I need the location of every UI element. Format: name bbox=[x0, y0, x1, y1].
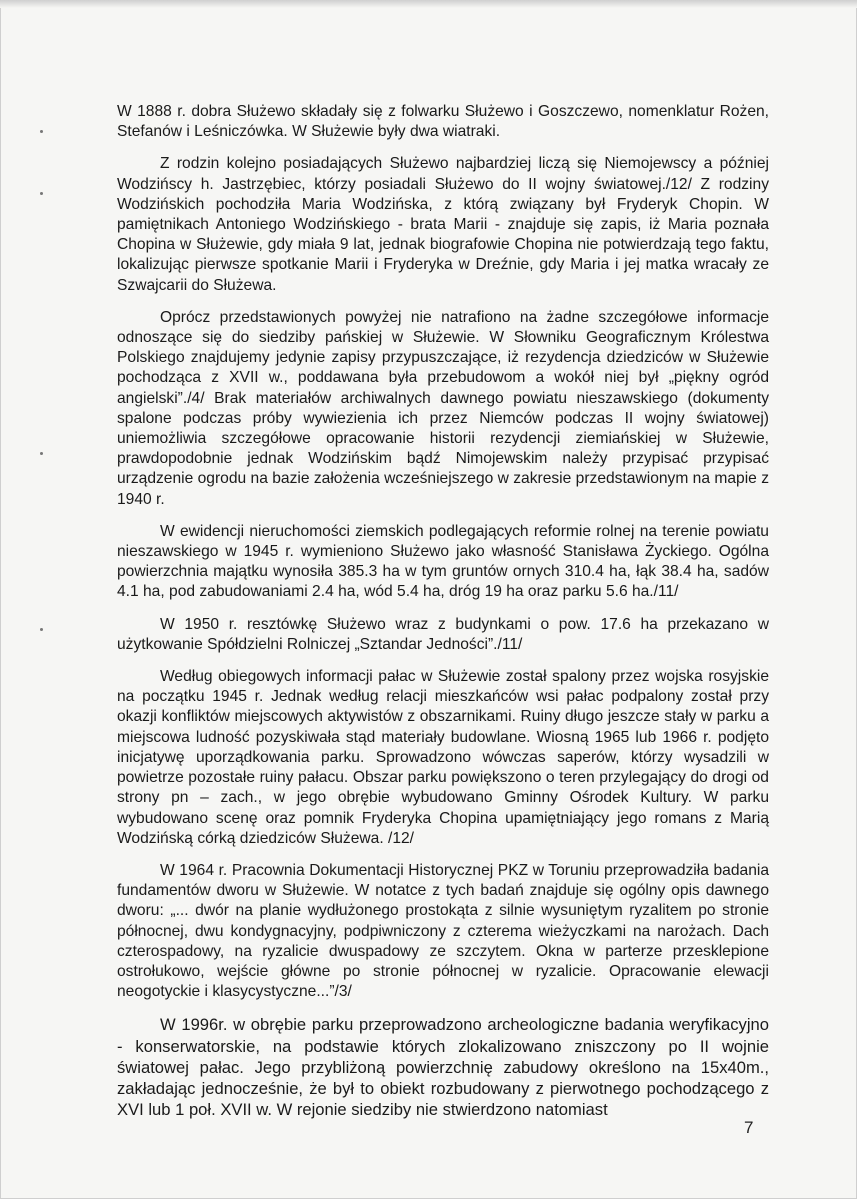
page-number: 7 bbox=[744, 1118, 754, 1137]
paragraph-land-reform: W ewidencji nieruchomości ziemskich podlegających reformie rolnej na terenie powiatu nieszawskiego w 1945 r. wymieniono Służewo jako własność Stanisława Życkiego. Ogólna powierzchnia majątku wynosiła 385.3 ha w tym gruntów ornych 310.4 ha, łąk 38.4 ha, sadów 4.1 ha, pod zabudowaniami 2.4 ha, wód 5.4 ha, dróg 19 ha oraz parku 5.6 ha./11/ bbox=[117, 522, 769, 601]
paragraph-1964: W 1964 r. Pracownia Dokumentacji Historycznej PKZ w Toruniu przeprowadziła badania fundamentów dworu w Służewie. W notatce z tych badań znajduje się ogólny opis dawnego dworu: „... dwór na planie wydłużonego prostokąta z silnie wysuniętym ryzalitem po stronie północnej, dwu kondygnacyjny, podpiwniczony z czterema wieżyczkami na narożach. Dach czterospadowy, na ryzalicie dwuspadowy ze szczytem. Okna w parterze przesklepione ostrołukowo, wejście główne po stronie północnej w ryzalicie. Opracowanie elewacji neogotyckie i klasycystyczne...”/3/ bbox=[117, 861, 769, 1001]
paragraph-owners: Z rodzin kolejno posiadających Służewo najbardziej liczą się Niemojewscy a później Wodzińscy h. Jastrzębiec, którzy posiadali Służewo do II wojny światowej./12/ Z rodziny Wodzińskich pochodziła Maria Wodzińska, z którą związany był Fryderyk Chopin. W pamiętnikach Antoniego Wodzińskiego - brata Marii - znajduje się zapis, iż Maria poznała Chopina w Służewie, gdy miała 9 lat, jednak biografowie Chopina nie potwierdzają tego faktu, lokalizując pierwsze spotkanie Marii i Fryderyka w Dreźnie, gdy Maria i jej matka wracały ze Szwajcarii do Służewa. bbox=[117, 155, 769, 294]
scan-dot bbox=[40, 628, 43, 631]
scan-dot bbox=[40, 452, 43, 455]
paragraph-1950: W 1950 r. resztówkę Służewo wraz z budynkami o pow. 17.6 ha przekazano w użytkowanie Spółdzielni Rolniczej „Sztandar Jedności”./11/ bbox=[117, 615, 769, 653]
scan-dot bbox=[40, 192, 43, 195]
scan-edge bbox=[0, 0, 857, 8]
paragraph-palace-fire: Według obiegowych informacji pałac w Służewie został spalony przez wojska rosyjskie na początku 1945 r. Jednak według relacji mieszkańców wsi pałac podpalony został przy okazji konfliktów miejscowych aktywistów z obszarnikami. Ruiny długo jeszcze stały w parku a miejscowa ludność pozyskiwała stąd materiały budowlane. Wiosną 1965 lub 1966 r. podjęto inicjatywę uporządkowania parku. Sprowadzono wówczas saperów, którzy wysadzili w powietrze pozostałe ruiny pałacu. Obszar parku powiększono o teren przylegający do drogi od strony pn – zach., w jego obrębie wybudowano Gminny Ośrodek Kultury. W parku wybudowano scenę oraz pomnik Fryderyka Chopina upamiętniający jego romans z Marią Wodzińską córką dziedziców Służewa. /12/ bbox=[117, 668, 769, 847]
document-body bbox=[117, 102, 769, 1132]
paragraph-residence: Oprócz przedstawionych powyżej nie natrafiono na żadne szczegółowe informacje odnoszące się do siedziby pańskiej w Służewie. W Słowniku Geograficznym Królestwa Polskiego znajdujemy jedynie zapisy przypuszczające, iż rezydencja dziedziców w Służewie pochodząca z XVII w., poddawana była przebudowom a wokół niej był „piękny ogród angielski”./4/ Brak materiałów archiwalnych dawnego powiatu nieszawskiego (dokumenty spalone podczas próby wywiezienia ich przez Niemców podczas II wojny światowej) uniemożliwia szczegółowe opracowanie historii rezydencji ziemiańskiej w Służewie, prawdopodobnie jednak Wodzińskim bądź Nimojewskim należy przypisać przypisać urządzenie ogrodu na bazie założenia wcześniejszego w zakresie przedstawionym na mapie z 1940 r. bbox=[117, 308, 769, 508]
paragraph-1996: W 1996r. w obrębie parku przeprowadzono archeologiczne badania weryfikacyjno - konserwatorskie, na podstawie których zlokalizowano zniszczony po II wojnie światowej pałac. Jego przybliżoną powierzchnię zabudowy określono na 15x40m., zakładając jednocześnie, że był to obiekt rozbudowany z pierwotnego pochodzącego z XVI lub 1 poł. XVII w. W rejonie siedziby nie stwierdzono natomiast bbox=[117, 1015, 769, 1120]
scan-dot bbox=[40, 130, 43, 133]
paragraph-1888: W 1888 r. dobra Służewo składały się z folwarku Służewo i Goszczewo, nomenklatur Rożen, Stefanów i Leśniczówka. W Służewie były dwa wiatraki. bbox=[117, 103, 769, 141]
